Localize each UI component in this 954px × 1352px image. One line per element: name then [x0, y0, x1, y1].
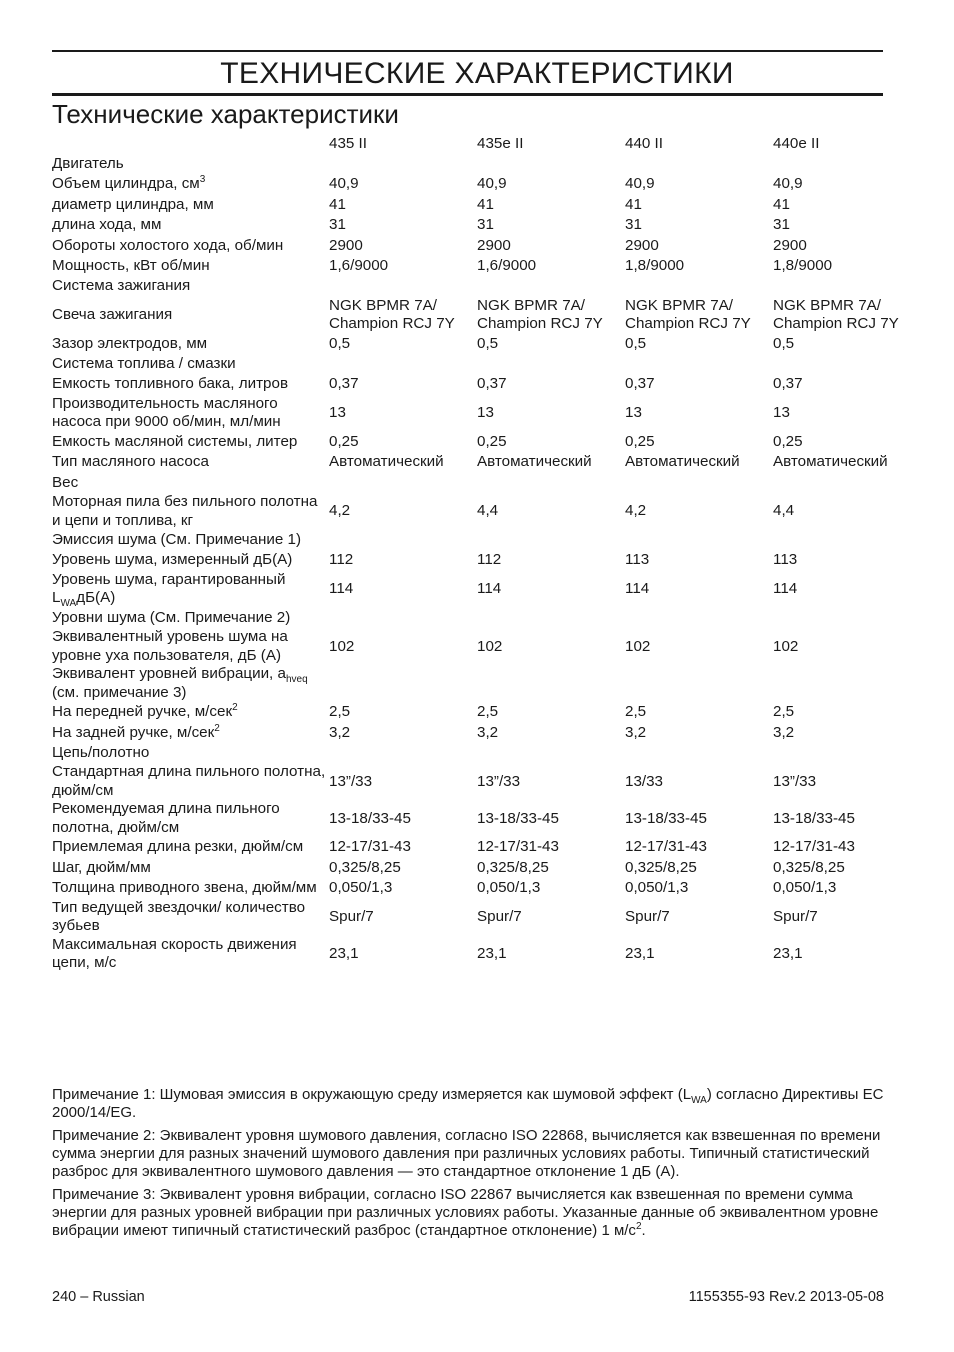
spec-value: 0,325/8,25	[773, 858, 845, 876]
spec-value: 13”/33	[329, 772, 373, 790]
spec-value: 114	[329, 580, 354, 598]
spec-label-text: Стандартная длина пильного полотна, дюйм/см	[52, 763, 326, 799]
table-row	[50, 395, 921, 432]
spec-label-text: Моторная пила без пильного полотна и цепи и топлива, кг	[52, 493, 318, 529]
table-row	[50, 236, 921, 256]
spec-label	[50, 702, 329, 722]
spec-value: 13	[625, 404, 642, 422]
table-row	[50, 763, 921, 800]
spec-value: 0,050/1,3	[625, 879, 689, 897]
spec-value	[773, 530, 921, 550]
specs-table-body	[50, 154, 921, 973]
spec-label-text: Уровень шума, измеренный дБ(А)	[52, 551, 293, 569]
spec-label-text: Объем цилиндра, см	[52, 175, 200, 193]
spec-label	[50, 154, 329, 174]
spec-value: NGK BPMR 7A/ Champion RCJ 7Y	[773, 296, 899, 333]
spec-label	[50, 473, 329, 493]
spec-value: 2,5	[477, 703, 499, 721]
spec-value	[477, 354, 625, 374]
spec-value	[329, 473, 477, 493]
spec-value: 0,5	[773, 334, 795, 352]
spec-value: 2900	[477, 236, 511, 254]
spec-label	[50, 723, 329, 743]
spec-label	[50, 550, 329, 570]
spec-value	[329, 530, 477, 550]
spec-label-text: Свеча зажигания	[52, 305, 173, 323]
spec-label-text: Зазор электродов, мм	[52, 334, 208, 352]
spec-value: 40,9	[329, 175, 359, 193]
spec-value: 13/33	[625, 772, 664, 790]
spec-value	[477, 665, 625, 702]
spec-value	[329, 154, 477, 174]
spec-label	[50, 297, 329, 334]
table-row	[50, 608, 921, 628]
spec-value	[773, 665, 921, 702]
spec-value: 3,2	[329, 723, 351, 741]
spec-value: 0,37	[329, 375, 359, 393]
footer-page-language: 240 – Russian	[52, 1289, 145, 1305]
note-1	[52, 1086, 908, 1122]
spec-label-text: Толщина приводного звена, дюйм/мм	[52, 879, 317, 897]
spec-label-text: Емкость масляной системы, литер	[52, 432, 298, 450]
spec-value: 23,1	[477, 944, 507, 962]
spec-label	[50, 936, 329, 973]
spec-label	[50, 665, 329, 702]
spec-value: Автоматический	[625, 453, 740, 471]
table-row	[50, 473, 921, 493]
table-row	[50, 550, 921, 570]
spec-label-text: Цепь/полотно	[52, 743, 150, 761]
spec-label	[50, 395, 329, 432]
spec-label-text: Двигатель	[52, 154, 124, 172]
spec-label	[50, 837, 329, 857]
spec-value: 13-18/33-45	[477, 809, 559, 827]
spec-value	[477, 743, 625, 763]
note-1-subscript: WA	[691, 1095, 707, 1106]
spec-value: 1,6/9000	[477, 256, 537, 274]
spec-label	[50, 432, 329, 452]
spec-label-text: диаметр цилиндра, мм	[52, 195, 214, 213]
spec-value: 0,25	[625, 432, 655, 450]
spec-value	[477, 530, 625, 550]
model-header: 435e II	[477, 134, 524, 152]
spec-label-text: Приемлемая длина резки, дюйм/см	[52, 838, 304, 856]
spec-value: 2900	[625, 236, 659, 254]
spec-value: 4,4	[773, 502, 795, 520]
model-header: 440e II	[773, 134, 820, 152]
spec-value: 13	[773, 404, 790, 422]
spec-value: 31	[477, 216, 494, 234]
notes-section	[52, 1086, 908, 1245]
note-3-text: Примечание 3: Эквивалент уровня вибрации, согласно ISO 22867 вычисляется как взвешенная по времени сумма энергии для разных уровней вибрации при различных условиях работы. Указанные данные об эквивалентном уровне вибрации имеют типичный статистический разброс (стандартное отклонение) 1 м/с	[52, 1186, 879, 1239]
table-row	[50, 354, 921, 374]
spec-value: 3,2	[477, 723, 499, 741]
spec-label-text: Уровни шума (См. Примечание 2)	[52, 608, 291, 626]
spec-value	[625, 354, 773, 374]
spec-value: Автоматический	[329, 453, 444, 471]
spec-value: 0,050/1,3	[773, 879, 837, 897]
spec-label-text: Эквивалентный уровень шума на уровне уха пользователя, дБ (A)	[52, 628, 288, 664]
table-row	[50, 936, 921, 973]
spec-value	[625, 608, 773, 628]
spec-value: 2,5	[773, 703, 795, 721]
spec-label-text: Мощность, кВт об/мин	[52, 256, 210, 274]
spec-value	[773, 276, 921, 296]
spec-value: 0,325/8,25	[329, 858, 401, 876]
note-3	[52, 1186, 908, 1240]
spec-label	[50, 195, 329, 215]
spec-label	[50, 215, 329, 235]
spec-value: 41	[773, 195, 790, 213]
spec-value: Spur/7	[773, 907, 818, 925]
spec-label	[50, 530, 329, 550]
spec-value: Spur/7	[477, 907, 522, 925]
table-row	[50, 215, 921, 235]
table-row	[50, 256, 921, 276]
spec-label-text: Эмиссия шума (См. Примечание 1)	[52, 531, 302, 549]
spec-label	[50, 858, 329, 878]
spec-label-text: Система топлива / смазки	[52, 355, 236, 373]
spec-value: 102	[477, 637, 503, 655]
spec-label-text: Тип масляного насоса	[52, 453, 209, 471]
table-row	[50, 665, 921, 702]
spec-value: 102	[329, 637, 355, 655]
spec-value: 13”/33	[773, 772, 817, 790]
spec-value: 0,5	[625, 334, 647, 352]
spec-label	[50, 878, 329, 898]
spec-label-text: Рекомендуемая длина пильного полотна, дюйм/см	[52, 800, 280, 836]
spec-value: 41	[625, 195, 642, 213]
spec-value	[625, 530, 773, 550]
spec-value: 0,325/8,25	[625, 858, 697, 876]
spec-label-text: длина хода, мм	[52, 216, 162, 234]
spec-label-text: Вес	[52, 473, 79, 491]
spec-label-text: Емкость топливного бака, литров	[52, 375, 289, 393]
spec-value: 40,9	[625, 175, 655, 193]
spec-value: 3,2	[625, 723, 647, 741]
spec-value	[477, 608, 625, 628]
spec-value: 4,2	[329, 502, 351, 520]
spec-value: 23,1	[773, 944, 803, 962]
table-row	[50, 452, 921, 472]
spec-label	[50, 256, 329, 276]
section-title: Технические характеристики	[52, 99, 399, 129]
spec-label-text: На передней ручке, м/сек	[52, 703, 233, 721]
spec-label	[50, 493, 329, 530]
spec-label-text: Максимальная скорость движения цепи, м/с	[52, 935, 297, 972]
spec-value: 1,8/9000	[773, 256, 833, 274]
spec-value	[477, 276, 625, 296]
model-header: 435 II	[329, 134, 367, 152]
spec-value: 114	[773, 580, 798, 598]
spec-value: 13”/33	[477, 772, 521, 790]
spec-value: 0,37	[625, 375, 655, 393]
table-row	[50, 493, 921, 530]
spec-value: Автоматический	[773, 453, 888, 471]
header-label-spacer	[50, 134, 329, 154]
spec-value	[773, 354, 921, 374]
table-row	[50, 154, 921, 174]
spec-value: 12-17/31-43	[477, 838, 559, 856]
spec-value	[329, 276, 477, 296]
spec-label-text: На задней ручке, м/сек	[52, 723, 215, 741]
spec-value: 41	[329, 195, 346, 213]
spec-value: 31	[773, 216, 790, 234]
spec-value: 31	[329, 216, 346, 234]
spec-label-text: Обороты холостого хода, об/мин	[52, 236, 284, 254]
spec-value: 12-17/31-43	[773, 838, 855, 856]
spec-value	[625, 665, 773, 702]
note-1-text-end: ) согласно Директивы ЕС 2000/14/EG.	[52, 1086, 884, 1121]
spec-value: 0,25	[329, 432, 359, 450]
spec-value: 23,1	[625, 944, 655, 962]
table-row	[50, 334, 921, 354]
spec-value: 4,4	[477, 502, 499, 520]
spec-value: 0,25	[477, 432, 507, 450]
spec-value: NGK BPMR 7A/ Champion RCJ 7Y	[477, 296, 603, 333]
table-row	[50, 174, 921, 194]
spec-value: NGK BPMR 7A/ Champion RCJ 7Y	[329, 296, 455, 333]
table-row	[50, 432, 921, 452]
spec-value	[773, 743, 921, 763]
table-row	[50, 571, 921, 608]
table-row	[50, 899, 921, 936]
spec-value: 0,37	[477, 375, 507, 393]
spec-value: 0,050/1,3	[477, 879, 541, 897]
spec-label-text: Система зажигания	[52, 277, 191, 295]
table-row	[50, 195, 921, 215]
specs-table	[50, 134, 921, 973]
table-header-row	[50, 134, 921, 154]
spec-value: 41	[477, 195, 494, 213]
spec-label-suffix: дБ(A)	[76, 589, 116, 607]
spec-value	[773, 608, 921, 628]
spec-label	[50, 334, 329, 354]
spec-value	[625, 154, 773, 174]
spec-value	[329, 608, 477, 628]
spec-value: 0,325/8,25	[477, 858, 549, 876]
spec-label	[50, 236, 329, 256]
spec-label-superscript: 2	[232, 702, 238, 714]
spec-label-text: Тип ведущей звездочки/ количество зубьев	[52, 898, 306, 935]
model-header: 440 II	[625, 134, 663, 152]
spec-label	[50, 452, 329, 472]
table-row	[50, 375, 921, 395]
spec-value: Spur/7	[329, 907, 374, 925]
spec-label	[50, 276, 329, 296]
spec-value: 40,9	[773, 175, 803, 193]
table-row	[50, 800, 921, 837]
note-3-superscript: 2	[635, 1221, 642, 1232]
spec-value: 13	[329, 404, 346, 422]
table-row	[50, 723, 921, 743]
spec-value	[329, 743, 477, 763]
spec-value: 1,8/9000	[625, 256, 685, 274]
spec-value	[477, 154, 625, 174]
spec-value: 2900	[773, 236, 807, 254]
spec-value: 13-18/33-45	[329, 809, 411, 827]
spec-value	[773, 154, 921, 174]
spec-value: 12-17/31-43	[625, 838, 707, 856]
table-row	[50, 276, 921, 296]
spec-value: 12-17/31-43	[329, 838, 411, 856]
spec-value: 3,2	[773, 723, 795, 741]
spec-value: 2900	[329, 236, 363, 254]
spec-value	[329, 665, 477, 702]
spec-value: 4,2	[625, 502, 647, 520]
spec-value: 113	[625, 551, 650, 569]
spec-label	[50, 354, 329, 374]
spec-label-superscript: 3	[199, 174, 206, 186]
spec-value: 0,5	[477, 334, 499, 352]
spec-value	[625, 473, 773, 493]
spec-label	[50, 571, 329, 608]
spec-value: 23,1	[329, 944, 359, 962]
spec-value: 40,9	[477, 175, 507, 193]
spec-value	[625, 743, 773, 763]
spec-value: 0,5	[329, 334, 351, 352]
spec-value: 114	[625, 580, 650, 598]
page-title: ТЕХНИЧЕСКИЕ ХАРАКТЕРИСТИКИ	[220, 57, 734, 90]
spec-value: 113	[773, 551, 798, 569]
table-row	[50, 297, 921, 334]
spec-value: 31	[625, 216, 642, 234]
spec-value: NGK BPMR 7A/ Champion RCJ 7Y	[625, 296, 751, 333]
footer-doc-revision: 1155355-93 Rev.2 2013-05-08	[688, 1289, 884, 1305]
table-row	[50, 837, 921, 857]
table-row	[50, 702, 921, 722]
spec-value: 102	[773, 637, 799, 655]
note-2: Примечание 2: Эквивалент уровня шумового давления, согласно ISO 22868, вычисляется как взвешенная по времени сумма энергии для разных значений шумового давления при различных условиях работы. Типичный статистический разброс для эквивалентного шумового давления — это стандартное отклонение 1 дБ (A).	[52, 1127, 881, 1180]
spec-value	[773, 473, 921, 493]
spec-label	[50, 763, 329, 800]
spec-label-text: Уровень шума, гарантированный L	[52, 570, 286, 607]
spec-value: 1,6/9000	[329, 256, 389, 274]
spec-label-suffix: (см. примечание 3)	[52, 683, 187, 701]
table-row	[50, 628, 921, 665]
spec-label	[50, 174, 329, 194]
spec-label-text: Шаг, дюйм/мм	[52, 858, 151, 876]
spec-label-text: Эквивалент уровней вибрации, a	[52, 665, 286, 683]
spec-label	[50, 800, 329, 837]
table-row	[50, 530, 921, 550]
spec-value	[625, 276, 773, 296]
spec-value: 112	[477, 551, 502, 569]
spec-value: 13	[477, 404, 494, 422]
note-3-text-end: .	[641, 1222, 646, 1239]
spec-label-text: Производительность масляного насоса при 9000 об/мин, мл/мин	[52, 394, 281, 431]
spec-value: Spur/7	[625, 907, 670, 925]
spec-value: 2,5	[329, 703, 351, 721]
spec-label-subscript: hveq	[285, 674, 308, 686]
spec-value: 102	[625, 637, 651, 655]
spec-label	[50, 628, 329, 665]
spec-label-subscript: WA	[60, 598, 77, 610]
spec-label-superscript: 2	[214, 722, 220, 734]
spec-value: 112	[329, 551, 354, 569]
spec-value: 0,050/1,3	[329, 879, 393, 897]
spec-label	[50, 743, 329, 763]
spec-value	[477, 473, 625, 493]
spec-label	[50, 375, 329, 395]
spec-value	[329, 354, 477, 374]
spec-label	[50, 608, 329, 628]
spec-value: 0,25	[773, 432, 803, 450]
spec-value: Автоматический	[477, 453, 592, 471]
spec-value: 13-18/33-45	[773, 809, 855, 827]
spec-value: 0,37	[773, 375, 803, 393]
spec-value: 114	[477, 580, 502, 598]
table-row	[50, 858, 921, 878]
spec-value: 2,5	[625, 703, 647, 721]
table-row	[50, 878, 921, 898]
spec-value: 13-18/33-45	[625, 809, 707, 827]
note-1-text: Примечание 1: Шумовая эмиссия в окружающую среду измеряется как шумовой эффект (L	[52, 1086, 692, 1103]
table-row	[50, 743, 921, 763]
spec-label	[50, 899, 329, 936]
